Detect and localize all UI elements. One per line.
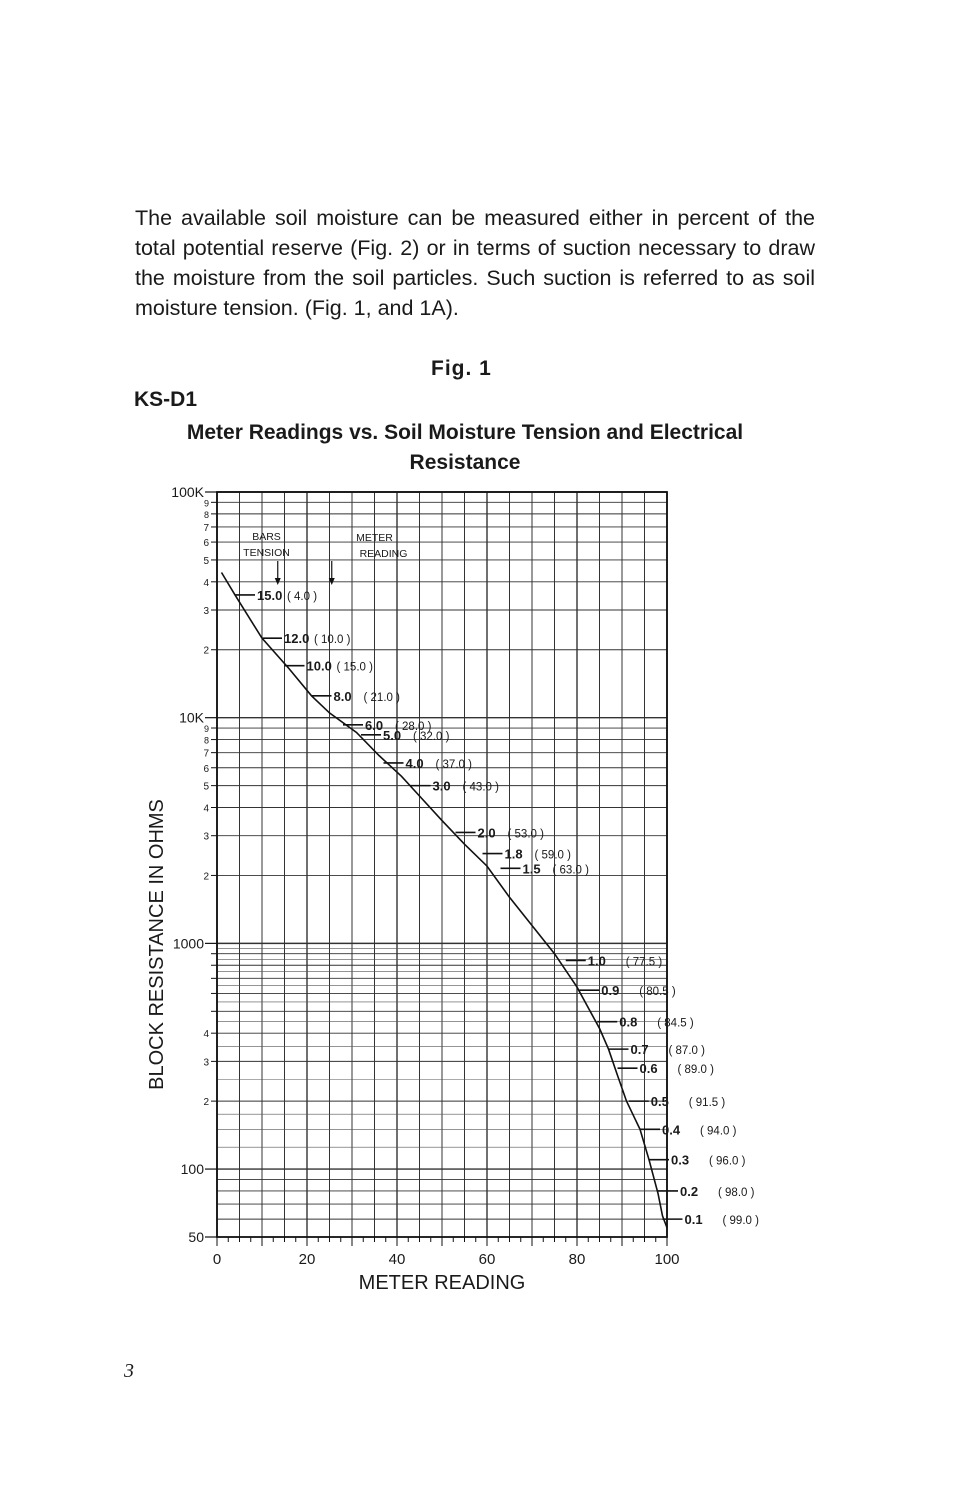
annotation-reading-11: ( 77.5 ) (625, 956, 663, 969)
annotation-reading-13: ( 84.5 ) (657, 1017, 694, 1030)
header-reading-line1: METER (356, 532, 393, 544)
annotation-tension-10: 1.5 (522, 861, 541, 877)
annotation-tension-3: 8.0 (333, 688, 352, 704)
annotation-tension-4: 6.0 (365, 717, 384, 733)
y-minor-tick-label: 2 (203, 1097, 209, 1109)
annotation-tension-11: 1.0 (587, 953, 606, 969)
annotation-tension-13: 0.8 (619, 1014, 638, 1030)
annotation-reading-3: ( 21.0 ) (363, 691, 400, 704)
annotation-tension-12: 0.9 (601, 983, 620, 999)
header-tension-line2: TENSION (243, 547, 290, 559)
annotation-tension-2: 10.0 (306, 658, 332, 674)
annotation-reading-17: ( 94.0 ) (700, 1125, 737, 1138)
x-tick-label: 40 (388, 1251, 406, 1268)
y-minor-tick-label: 3 (203, 831, 209, 843)
annotation-tension-18: 0.3 (671, 1152, 690, 1168)
annotation-tension-16: 0.5 (650, 1094, 669, 1110)
annotation-reading-1: ( 10.0 ) (314, 634, 351, 647)
x-tick-label: 80 (568, 1251, 586, 1268)
annotation-tension-7: 3.0 (432, 778, 451, 794)
annotation-reading-10: ( 63.0 ) (552, 864, 589, 877)
y-minor-tick-label: 8 (203, 509, 209, 520)
annotation-tension-9: 1.8 (504, 846, 523, 862)
annotation-reading-5: ( 32.0 ) (413, 730, 450, 743)
y-major-tick-label: 100 (180, 1161, 204, 1178)
annotation-reading-2: ( 15.0 ) (336, 661, 373, 674)
y-minor-tick-label: 6 (203, 538, 209, 550)
annotation-tension-0: 15.0 (257, 587, 283, 603)
annotation-reading-19: ( 98.0 ) (718, 1186, 755, 1199)
annotation-reading-14: ( 87.0 ) (668, 1045, 705, 1058)
annotation-tension-17: 0.4 (662, 1122, 681, 1138)
annotation-reading-15: ( 89.0 ) (677, 1064, 714, 1077)
annotation-reading-8: ( 53.0 ) (507, 828, 544, 841)
y-minor-tick-label: 8 (203, 735, 209, 746)
y-minor-tick-label: 2 (203, 871, 209, 883)
y-minor-tick-label: 9 (203, 498, 209, 509)
y-minor-tick-label: 7 (203, 748, 209, 760)
chart-title: Meter Readings vs. Soil Moisture Tension and Electrical Resistance (186, 421, 744, 474)
annotation-tension-6: 4.0 (405, 755, 424, 771)
y-minor-tick-label: 7 (203, 522, 209, 534)
intro-paragraph: The available soil moisture can be measured either in percent of the total potential reserve (Fig. 2) or in terms of suction necessary to draw the moisture from the soil particles. Such suction is referred to as soil moisture tension. (Fig. 1, and 1A). (135, 206, 815, 320)
annotation-reading-18: ( 96.0 ) (709, 1155, 746, 1168)
chart-ticks (171, 484, 679, 1268)
annotation-reading-6: ( 37.0 ) (435, 758, 472, 771)
y-minor-tick-label: 5 (203, 781, 209, 793)
y-major-tick-label: 50 (188, 1229, 204, 1245)
annotation-reading-9: ( 59.0 ) (534, 849, 571, 862)
annotation-reading-20: ( 99.0 ) (722, 1215, 759, 1228)
y-minor-tick-label: 5 (203, 555, 209, 567)
annotation-tension-14: 0.7 (630, 1042, 649, 1058)
x-tick-label: 60 (478, 1251, 496, 1268)
annotation-tension-8: 2.0 (477, 825, 496, 841)
annotation-reading-12: ( 80.5 ) (639, 986, 676, 999)
y-minor-tick-label: 4 (203, 1029, 209, 1041)
y-minor-tick-label: 3 (203, 606, 209, 618)
header-reading-line2: READING (359, 548, 408, 560)
annotation-reading-7: ( 43.0 ) (462, 781, 499, 794)
annotation-tension-15: 0.6 (639, 1061, 658, 1077)
x-tick-label: 100 (654, 1251, 680, 1268)
y-axis-label: BLOCK RESISTANCE IN OHMS (146, 799, 168, 1090)
annotation-tension-5: 5.0 (383, 727, 402, 743)
annotation-tension-19: 0.2 (680, 1183, 699, 1199)
y-minor-tick-label: 9 (203, 724, 209, 735)
y-major-tick-label: 10K (179, 709, 204, 726)
annotation-tension-20: 0.1 (684, 1212, 703, 1228)
chart-annotations (235, 588, 759, 1227)
y-major-tick-label: 100K (171, 484, 204, 500)
annotation-reading-0: ( 4.0 ) (287, 590, 318, 603)
y-minor-tick-label: 3 (203, 1057, 209, 1069)
x-axis-label: METER READING (358, 1272, 526, 1294)
annotation-tension-1: 12.0 (284, 631, 310, 647)
figure-label: Fig. 1 (431, 357, 492, 380)
y-minor-tick-label: 4 (203, 577, 209, 589)
x-tick-label: 0 (212, 1251, 222, 1268)
y-major-tick-label: 1000 (172, 935, 204, 952)
y-minor-tick-label: 4 (203, 803, 209, 815)
chart-grid (217, 492, 667, 1237)
model-label: KS-D1 (134, 388, 198, 411)
annotation-reading-16: ( 91.5 ) (688, 1097, 726, 1110)
header-tension-line1: BARS (252, 531, 281, 543)
y-minor-tick-label: 2 (203, 645, 209, 657)
y-minor-tick-label: 6 (203, 763, 209, 775)
x-tick-label: 20 (298, 1251, 316, 1268)
page-number: 3 (124, 1360, 134, 1382)
annotation-reading-4: ( 28.0 ) (395, 720, 432, 733)
